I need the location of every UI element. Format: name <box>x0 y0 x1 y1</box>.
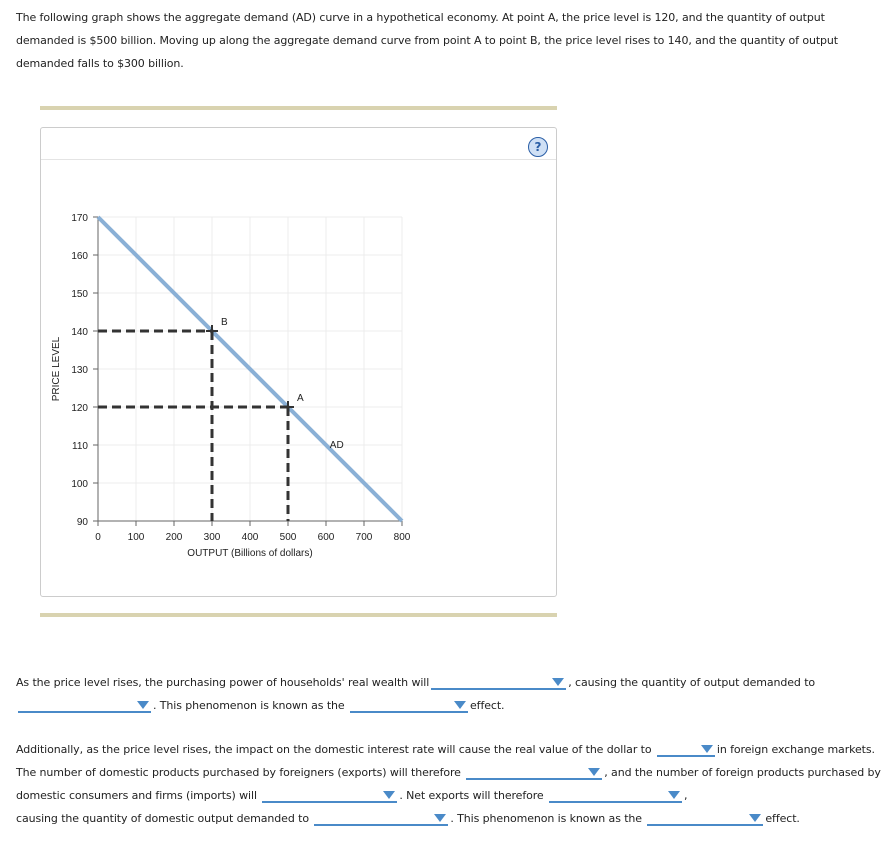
q1-text: , causing the quantity of output demanded to <box>568 676 816 689</box>
x-tick-label: 400 <box>241 532 259 543</box>
y-axis-label: PRICE LEVEL <box>51 336 62 402</box>
y-tick-label: 110 <box>72 441 88 452</box>
ad-curve-label: AD <box>329 440 344 451</box>
y-tick-label: 160 <box>71 251 88 262</box>
y-tick-label: 90 <box>76 517 88 528</box>
exports-dropdown[interactable] <box>466 764 602 780</box>
point-label-b: B <box>221 317 228 328</box>
x-tick-label: 200 <box>165 532 183 543</box>
imports-dropdown[interactable] <box>262 787 397 803</box>
y-tick-label: 170 <box>71 213 88 224</box>
x-axis-label: OUTPUT (Billions of dollars) <box>187 548 313 559</box>
effect-name-dropdown-2[interactable] <box>647 810 763 826</box>
dollar-value-dropdown[interactable] <box>657 741 715 757</box>
output-change-dropdown[interactable] <box>18 697 151 713</box>
q1-text: effect. <box>470 699 505 712</box>
q2-text: Additionally, as the price level rises, the impact on the domestic interest rate will cause the real value of the dollar to <box>16 743 652 756</box>
q2-text: . Net exports will therefore <box>399 789 544 802</box>
x-tick-label: 700 <box>355 532 373 543</box>
question-2 <box>16 738 886 830</box>
q2-text: effect. <box>765 812 800 825</box>
y-tick-label: 130 <box>71 365 88 376</box>
q1-text: As the price level rises, the purchasing power of households' real wealth will <box>16 676 430 689</box>
net-exports-dropdown[interactable] <box>549 787 682 803</box>
y-tick-label: 120 <box>71 403 88 414</box>
help-icon[interactable]: ? <box>528 137 548 157</box>
x-tick-label: 0 <box>95 532 101 543</box>
x-tick-label: 500 <box>279 532 297 543</box>
q2-text: causing the quantity of domestic output demanded to <box>16 812 309 825</box>
q2-text: . This phenomenon is known as the <box>450 812 642 825</box>
x-tick-label: 600 <box>317 532 335 543</box>
y-tick-label: 140 <box>71 327 88 338</box>
x-tick-label: 300 <box>203 532 221 543</box>
q2-text: , <box>684 789 688 802</box>
q1-text: . This phenomenon is known as the <box>153 699 345 712</box>
domestic-output-dropdown[interactable] <box>314 810 448 826</box>
wealth-change-dropdown[interactable] <box>431 674 566 690</box>
y-tick-label: 100 <box>71 479 88 490</box>
q2-text: , and the number of foreign products purchased by domestic consumers and firms (imports) will <box>16 766 881 802</box>
intro-text: The following graph shows the aggregate demand (AD) curve in a hypothetical economy. At point A, the price level is 120, and the quantity of output demanded is $500 billion. Moving up along the aggregate demand curve from point A to point B, the price level rises to 140, and the quantity of output demanded falls to $300 billion. <box>16 11 839 70</box>
x-tick-label: 800 <box>393 532 411 543</box>
q2-text: in foreign exchange markets. The number of domestic products purchased by foreigners (exports) will therefore <box>16 743 875 779</box>
divider-bottom <box>40 613 557 617</box>
point-label-a: A <box>297 393 304 404</box>
effect-name-dropdown[interactable] <box>350 697 468 713</box>
x-tick-label: 100 <box>127 532 145 543</box>
y-tick-label: 150 <box>71 289 88 300</box>
question-1 <box>16 671 886 717</box>
